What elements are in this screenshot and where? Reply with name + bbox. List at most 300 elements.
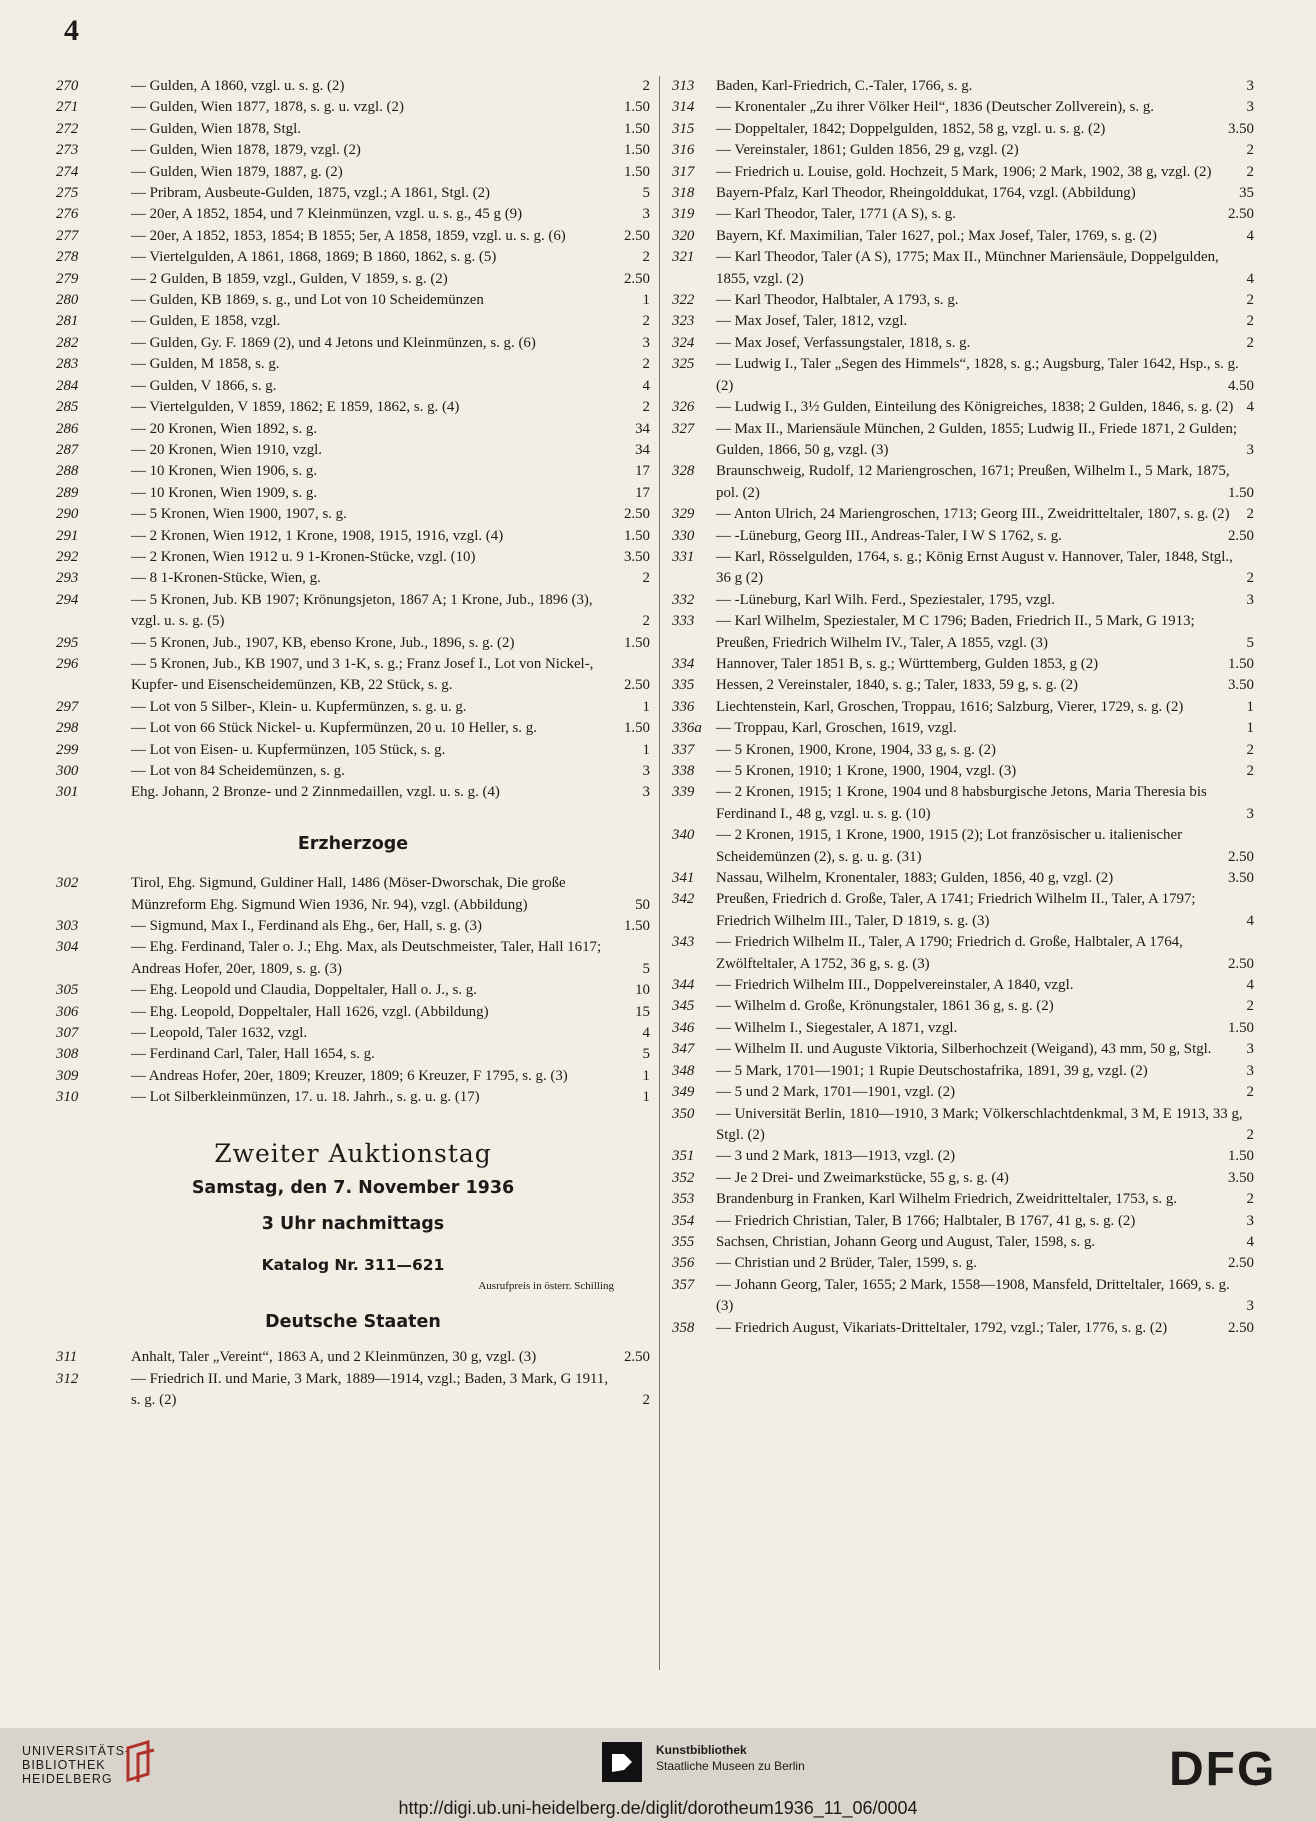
lot-price: 1.50 (1227, 655, 1254, 672)
lot-number: 311 (56, 1349, 78, 1366)
lot-number: 353 (672, 1191, 695, 1208)
lot-description: — Friedrich u. Louise, gold. Hochzeit, 5 Mark, 1906; 2 Mark, 1902, 38 g, vzgl. (2) (716, 163, 1212, 180)
lot-price: 2 (1246, 313, 1254, 330)
ub-line: BIBLIOTHEK (22, 1758, 106, 1772)
lot-number: 305 (56, 982, 79, 999)
lot-number: 296 (56, 655, 79, 672)
lot-number: 325 (672, 356, 695, 373)
catalog-entry (672, 333, 1254, 354)
lot-price: 1.50 (623, 918, 650, 935)
catalog-entry (672, 1318, 1254, 1339)
lot-number: 338 (672, 763, 695, 779)
lot-price: 3 (1246, 1212, 1254, 1229)
lot-price: 2 (1246, 763, 1254, 779)
lot-description: Hannover, Taler 1851 B, s. g.; Württemberg, Gulden 1853, g (2) (716, 655, 1099, 672)
lot-description: — Johann Georg, Taler, 1655; 2 Mark, 1558—1908, Mansfeld, Dritteltaler, 1669, s. g. (3) (716, 1276, 1230, 1315)
lot-price: 4 (1246, 227, 1254, 244)
catalog-entry (56, 568, 650, 589)
catalog-entry (56, 333, 650, 354)
catalog-entry (672, 740, 1254, 761)
lot-description: — Gulden, V 1866, s. g. (131, 377, 277, 394)
lot-description: — Gulden, Wien 1878, Stgl. (131, 120, 301, 137)
lot-description: — Gulden, Wien 1877, 1878, s. g. u. vzgl. (2) (131, 99, 404, 116)
lot-price: 3.50 (1227, 120, 1254, 137)
catalog-entry (56, 1023, 650, 1044)
lot-price: 2 (1246, 741, 1254, 758)
lot-description: — Viertelgulden, V 1859, 1862; E 1859, 1862, s. g. (4) (131, 399, 460, 416)
lot-description: — 10 Kronen, Wien 1906, s. g. (131, 463, 318, 480)
footer-bar (0, 1728, 1316, 1822)
lot-number: 336a (672, 720, 702, 737)
lot-price: 2.50 (623, 270, 650, 287)
lot-description: Tirol, Ehg. Sigmund, Guldiner Hall, 1486 (Möser-Dworschak, Die große Münzreform Ehg. Sigmund Wien 1936, Nr. 94), vzgl. (Abbildung) (131, 875, 566, 913)
catalog-entry (56, 980, 650, 1001)
lot-price: 2 (1246, 163, 1254, 180)
lot-description: — Gulden, A 1860, vzgl. u. s. g. (2) (131, 78, 345, 94)
catalog-entry (672, 1275, 1254, 1318)
catalog-entry (672, 354, 1254, 397)
catalog-entry (56, 376, 650, 397)
catalog-entry (672, 290, 1254, 311)
lot-description: — 5 Kronen, Jub., 1907, KB, ebenso Krone, Jub., 1896, s. g. (2) (131, 634, 515, 651)
lot-description: — Lot von 5 Silber-, Klein- u. Kupfermünzen, s. g. u. g. (131, 698, 467, 715)
lot-number: 336 (672, 698, 695, 715)
catalog-entry (672, 1018, 1254, 1039)
lot-price: 17 (635, 463, 650, 480)
lot-description: — Viertelgulden, A 1861, 1868, 1869; B 1860, 1862, s. g. (5) (131, 249, 497, 266)
lot-price: 3.50 (1227, 1169, 1254, 1186)
lot-number: 346 (672, 1019, 695, 1036)
catalog-entry (672, 119, 1254, 140)
entry-list (672, 76, 1254, 1339)
catalog-entry (56, 183, 650, 204)
lot-description: — Kronentaler „Zu ihrer Völker Heil“, 1836 (Deutscher Zollverein), s. g. (716, 99, 1155, 116)
lot-number: 343 (672, 934, 695, 951)
lot-price: 2 (642, 249, 650, 266)
lot-price: 3 (1246, 1041, 1254, 1058)
lot-description: — Gulden, Wien 1878, 1879, vzgl. (2) (131, 142, 361, 159)
lot-price: 3 (642, 763, 650, 779)
lot-description: — Ferdinand Carl, Taler, Hall 1654, s. g. (131, 1046, 375, 1063)
lot-description: — Karl Theodor, Taler, 1771 (A S), s. g. (716, 206, 956, 223)
lot-number: 281 (56, 313, 79, 330)
lot-number: 303 (56, 918, 79, 935)
catalog-entry (56, 761, 650, 782)
catalog-entry (672, 397, 1254, 418)
lot-number: 333 (672, 613, 695, 630)
catalog-entry (672, 1146, 1254, 1167)
lot-price: 1.50 (623, 527, 650, 544)
lot-price: 1.50 (1227, 1019, 1254, 1036)
lot-price: 3 (1246, 1062, 1254, 1079)
lot-number: 356 (672, 1255, 695, 1272)
lot-price: 4.50 (1227, 377, 1254, 394)
lot-description: — 20er, A 1852, 1853, 1854; B 1855; 5er, A 1858, 1859, vzgl. u. s. g. (6) (131, 227, 566, 244)
lot-price: 3 (1246, 1298, 1254, 1315)
lot-number: 304 (56, 939, 79, 956)
catalog-entry (56, 140, 650, 161)
lot-price: 2.50 (1227, 1319, 1254, 1336)
lot-number: 287 (56, 441, 79, 458)
lot-description: — Max II., Mariensäule München, 2 Gulden, 1855; Ludwig II., Friede 1871, 2 Gulden; Gulden, 1866, 50 g, vzgl. (3) (716, 420, 1238, 458)
lot-number: 329 (672, 506, 695, 523)
lot-description: — Friedrich II. und Marie, 3 Mark, 1889—1914, vzgl.; Baden, 3 Mark, G 1911, s. g. (2) (131, 1370, 609, 1408)
lot-price: 4 (642, 377, 650, 394)
lot-description: — 20 Kronen, Wien 1892, s. g. (131, 420, 318, 437)
ub-heidelberg-label (22, 1744, 130, 1786)
lot-price: 3.50 (1227, 677, 1254, 694)
lot-number: 352 (672, 1169, 695, 1186)
catalog-entry (56, 526, 650, 547)
lot-description: — Friedrich Wilhelm II., Taler, A 1790; Friedrich d. Große, Halbtaler, A 1764, Zwölfteltaler, A 1752, 36 g, s. g. (3) (716, 934, 1183, 972)
catalog-entry (672, 162, 1254, 183)
lot-price: 35 (1239, 185, 1254, 202)
lot-number: 283 (56, 356, 79, 373)
lot-description: — 10 Kronen, Wien 1909, s. g. (131, 484, 318, 501)
ub-line: HEIDELBERG (22, 1772, 113, 1786)
lot-description: — 5 Kronen, Jub. KB 1907; Krönungsjeton, 1867 A; 1 Krone, Jub., 1896 (3), vzgl. u. s. g. (5) (131, 591, 593, 630)
lot-number: 322 (672, 292, 695, 309)
lot-number: 331 (672, 548, 695, 565)
catalog-entry (672, 1211, 1254, 1232)
lot-description: Braunschweig, Rudolf, 12 Mariengroschen, 1671; Preußen, Wilhelm I., 5 Mark, 1875, pol. (2) (716, 463, 1230, 501)
lot-price: 2 (642, 399, 650, 416)
lot-description: — Pribram, Ausbeute-Gulden, 1875, vzgl.; A 1861, Stgl. (2) (131, 185, 491, 202)
lot-description: — Gulden, M 1858, s. g. (131, 356, 280, 373)
ausruf-note: Ausrufpreis in österr. Schilling (478, 1280, 614, 1293)
lot-price: 1.50 (623, 142, 650, 159)
lot-number: 286 (56, 420, 79, 437)
lot-price: 4 (1246, 912, 1254, 929)
catalog-entry (56, 1087, 650, 1108)
lot-description: — Sigmund, Max I., Ferdinand als Ehg., 6er, Hall, s. g. (3) (131, 918, 482, 935)
lot-number: 315 (672, 120, 695, 137)
lot-description: — 3 und 2 Mark, 1813—1913, vzgl. (2) (716, 1148, 956, 1165)
lot-price: 2 (1246, 506, 1254, 523)
catalog-entry (56, 718, 650, 739)
catalog-entry (56, 1044, 650, 1065)
catalog-entry (672, 1232, 1254, 1253)
lot-price: 2 (1246, 998, 1254, 1015)
lot-price: 2 (1246, 1191, 1254, 1208)
catalog-entry (672, 419, 1254, 462)
catalog-entry (56, 916, 650, 937)
catalog-entry (56, 204, 650, 225)
lot-description: Bayern, Kf. Maximilian, Taler 1627, pol.; Max Josef, Taler, 1769, s. g. (2) (716, 227, 1157, 244)
catalog-entry (672, 76, 1254, 97)
lot-number: 324 (672, 334, 695, 351)
lot-price: 1 (642, 292, 650, 309)
lot-number: 337 (672, 741, 695, 758)
lot-number: 299 (56, 741, 79, 758)
lot-price: 1.50 (623, 634, 650, 651)
lot-description: — 20er, A 1852, 1854, und 7 Kleinmünzen, vzgl. u. s. g., 45 g (9) (131, 206, 523, 223)
lot-number: 278 (56, 249, 79, 266)
lot-number: 284 (56, 377, 79, 394)
lot-price: 34 (635, 441, 650, 458)
lot-number: 317 (672, 163, 695, 180)
catalog-entry (672, 461, 1254, 504)
catalog-entry (56, 397, 650, 418)
lot-description: — Lot von 66 Stück Nickel- u. Kupfermünzen, 20 u. 10 Heller, s. g. (131, 720, 537, 737)
lot-price: 2.50 (1227, 527, 1254, 544)
lot-description: Hessen, 2 Vereinstaler, 1840, s. g.; Taler, 1833, 59 g, s. g. (2) (716, 677, 1078, 694)
catalog-entry (672, 675, 1254, 696)
lot-number: 319 (672, 206, 695, 223)
lot-description: — Lot von Eisen- u. Kupfermünzen, 105 Stück, s. g. (131, 741, 446, 758)
lot-price: 1.50 (1227, 1148, 1254, 1165)
catalog-entry (672, 590, 1254, 611)
lot-number: 291 (56, 527, 79, 544)
catalog-entry (672, 97, 1254, 118)
lot-price: 2.50 (623, 677, 650, 694)
lot-price: 1.50 (1227, 484, 1254, 501)
lot-number: 307 (56, 1025, 79, 1042)
catalog-entry (672, 140, 1254, 161)
lot-number: 293 (56, 570, 79, 587)
lot-description: — Friedrich Christian, Taler, B 1766; Halbtaler, B 1767, 41 g, s. g. (2) (716, 1212, 1136, 1229)
lot-description: Nassau, Wilhelm, Kronentaler, 1883; Gulden, 1856, 40 g, vzgl. (2) (716, 870, 1114, 887)
lot-number: 295 (56, 634, 79, 651)
lot-description: Baden, Karl-Friedrich, C.-Taler, 1766, s. g. (716, 78, 973, 94)
lot-number: 282 (56, 334, 79, 351)
catalog-entry (56, 247, 650, 268)
dfg-logo: DFG (1169, 1743, 1277, 1796)
catalog-entry (672, 718, 1254, 739)
lot-description: — 5 Kronen, 1910; 1 Krone, 1900, 1904, vzgl. (3) (716, 763, 1017, 779)
lot-description: — Doppeltaler, 1842; Doppelgulden, 1852, 58 g, vzgl. u. s. g. (2) (716, 120, 1106, 137)
lot-price: 3 (1246, 441, 1254, 458)
catalog-entry (56, 504, 650, 525)
lot-number: 310 (56, 1089, 79, 1106)
lot-description: — Ehg. Leopold, Doppeltaler, Hall 1626, vzgl. (Abbildung) (131, 1003, 489, 1020)
catalog-entry (672, 1082, 1254, 1103)
catalog-entry (56, 740, 650, 761)
catalog-entry (56, 97, 650, 118)
lot-description: — Lot Silberkleinmünzen, 17. u. 18. Jahrh., s. g. u. g. (17) (131, 1089, 480, 1106)
lot-description: Ehg. Johann, 2 Bronze- und 2 Zinnmedaillen, vzgl. u. s. g. (4) (131, 784, 500, 801)
lot-price: 2 (642, 570, 650, 587)
lot-description: Anhalt, Taler „Vereint“, 1863 A, und 2 Kleinmünzen, 30 g, vzgl. (3) (131, 1349, 537, 1366)
lot-price: 1 (642, 698, 650, 715)
ub-line: UNIVERSITÄTS- (22, 1744, 131, 1758)
kb-subtitle: Staatliche Museen zu Berlin (656, 1759, 805, 1773)
lot-number: 309 (56, 1067, 79, 1084)
lot-description: Preußen, Friedrich d. Große, Taler, A 1741; Friedrich Wilhelm II., Taler, A 1797; Friedrich Wilhelm III., Taler, D 1819, s. g. (3) (716, 891, 1196, 929)
lot-number: 301 (56, 784, 79, 801)
catalog-entry (56, 633, 650, 654)
lot-description: — 8 1-Kronen-Stücke, Wien, g. (131, 570, 321, 587)
page-number: 4 (64, 14, 79, 47)
lot-price: 17 (635, 484, 650, 501)
lot-number: 326 (672, 399, 695, 416)
lot-number: 275 (56, 185, 79, 202)
lot-description: — -Lüneburg, Karl Wilh. Ferd., Speziestaler, 1795, vzgl. (716, 591, 1056, 608)
section-heading-erzherzoge: Erzherzoge (297, 833, 409, 854)
lot-number: 274 (56, 163, 79, 180)
lot-price: 5 (642, 1046, 650, 1063)
lot-price: 3 (1246, 78, 1254, 94)
kunstbibliothek-label (656, 1742, 805, 1774)
lot-description: — 5 Kronen, Wien 1900, 1907, s. g. (131, 506, 347, 523)
lot-description: — Wilhelm I., Siegestaler, A 1871, vzgl. (716, 1019, 958, 1036)
catalog-entry (672, 975, 1254, 996)
lot-price: 2.50 (1227, 206, 1254, 223)
catalog-entry (56, 937, 650, 980)
catalog-entry (672, 1104, 1254, 1147)
lot-number: 349 (672, 1084, 695, 1101)
lot-price: 2 (1246, 570, 1254, 587)
lot-description: — Ehg. Ferdinand, Taler o. J.; Ehg. Max, als Deutschmeister, Taler, Hall 1617; Andreas Hofer, 20er, 1809, s. g. (3) (131, 939, 602, 977)
right-column (672, 76, 1254, 1339)
lot-description: — Gulden, KB 1869, s. g., und Lot von 10 Scheidemünzen (131, 292, 484, 309)
lot-number: 357 (672, 1276, 695, 1293)
lot-price: 2 (1246, 292, 1254, 309)
lot-price: 34 (635, 420, 650, 437)
lot-description: Bayern-Pfalz, Karl Theodor, Rheingolddukat, 1764, vzgl. (Abbildung) (716, 185, 1136, 202)
lot-price: 5 (642, 960, 650, 977)
lot-description: Sachsen, Christian, Johann Georg und August, Taler, 1598, s. g. (716, 1233, 1096, 1250)
lot-number: 348 (672, 1062, 695, 1079)
lot-number: 272 (56, 120, 79, 137)
catalog-entry (56, 873, 650, 916)
lot-number: 289 (56, 484, 79, 501)
lot-price: 1 (642, 741, 650, 758)
catalog-entry (672, 204, 1254, 225)
lot-description: — Leopold, Taler 1632, vzgl. (131, 1025, 308, 1042)
catalog-entry (672, 889, 1254, 932)
section-heading-deutsche-staaten: Deutsche Staaten (265, 1311, 441, 1332)
lot-description: Brandenburg in Franken, Karl Wilhelm Friedrich, Zweidritteltaler, 1753, s. g. (716, 1191, 1177, 1208)
lot-price: 3 (642, 784, 650, 801)
lot-price: 1 (1246, 720, 1254, 737)
lot-number: 320 (672, 227, 695, 244)
lot-price: 1 (1246, 698, 1254, 715)
catalog-entry (56, 1369, 650, 1412)
lot-price: 2.50 (623, 506, 650, 523)
catalog-entry (672, 996, 1254, 1017)
ub-logo-icon (124, 1740, 158, 1784)
catalog-entry (672, 247, 1254, 290)
lot-price: 2 (642, 313, 650, 330)
lot-number: 300 (56, 763, 79, 779)
lot-description: — Ludwig I., Taler „Segen des Himmels“, 1828, s. g.; Augsburg, Taler 1642, Hsp., s. g. (2) (716, 356, 1239, 394)
lot-price: 4 (642, 1025, 650, 1042)
lot-price: 15 (635, 1003, 650, 1020)
lot-price: 3 (642, 334, 650, 351)
source-url[interactable]: http://digi.ub.uni-heidelberg.de/diglit/dorotheum1936_11_06/0004 (398, 1798, 918, 1818)
lot-price: 4 (1246, 1233, 1254, 1250)
catalog-entry (56, 162, 650, 183)
lot-number: 313 (672, 78, 695, 94)
lot-description: — Anton Ulrich, 24 Mariengroschen, 1713; Georg III., Zweidritteltaler, 1807, s. g. (2) (716, 506, 1230, 523)
lot-price: 2.50 (1227, 1255, 1254, 1272)
lot-description: — 2 Kronen, 1915; 1 Krone, 1904 und 8 habsburgische Jetons, Maria Theresia bis Ferdinand I., 48 g, vzgl. u. s. g. (10) (716, 784, 1207, 822)
lot-description: — Max Josef, Verfassungstaler, 1818, s. g. (716, 334, 971, 351)
lot-number: 306 (56, 1003, 79, 1020)
lot-number: 288 (56, 463, 79, 480)
catalog-entry (672, 932, 1254, 975)
lot-number: 332 (672, 591, 695, 608)
catalog-entry (672, 654, 1254, 675)
lot-price: 3.50 (623, 548, 650, 565)
lot-number: 354 (672, 1212, 695, 1229)
catalog-entry (672, 1168, 1254, 1189)
lot-number: 318 (672, 185, 695, 202)
catalog-entry (672, 782, 1254, 825)
lot-description: — 2 Kronen, Wien 1912, 1 Krone, 1908, 1915, 1916, vzgl. (4) (131, 527, 504, 544)
lot-description: — Universität Berlin, 1810—1910, 3 Mark; Völkerschlachtdenkmal, 3 M, E 1913, 33 g, Stgl. (2) (716, 1105, 1243, 1143)
lot-number: 279 (56, 270, 79, 287)
lot-number: 273 (56, 142, 79, 159)
catalog-entry (672, 183, 1254, 204)
lot-price: 3.50 (1227, 870, 1254, 887)
catalog-entry (672, 868, 1254, 889)
catalog-entry (56, 440, 650, 461)
catalog-entry (56, 311, 650, 332)
catalog-entry (56, 226, 650, 247)
lot-description: — Vereinstaler, 1861; Gulden 1856, 29 g, vzgl. (2) (716, 142, 1019, 159)
lot-number: 355 (672, 1233, 695, 1250)
lot-price: 1 (642, 1067, 650, 1084)
lot-price: 3 (642, 206, 650, 223)
catalog-entry (56, 76, 650, 97)
lot-price: 2.50 (1227, 848, 1254, 865)
lot-description: — Friedrich August, Vikariats-Dritteltaler, 1792, vzgl.; Taler, 1776, s. g. (2) (716, 1319, 1168, 1336)
lot-description: — 2 Kronen, Wien 1912 u. 9 1-Kronen-Stücke, vzgl. (10) (131, 548, 476, 565)
lot-description: — 5 Kronen, Jub., KB 1907, und 3 1-K, s. g.; Franz Josef I., Lot von Nickel-, Kupfer- und Eisenscheidemünzen, KB, 22 Stück, s. g. (131, 655, 594, 694)
catalog-entry (672, 311, 1254, 332)
lot-description: — 2 Kronen, 1915, 1 Krone, 1900, 1915 (2); Lot französischer u. italienischer Scheidemünzen (2), s. g. u. g. (31) (716, 827, 1183, 865)
lot-price: 2.50 (623, 1349, 650, 1366)
lot-description: — Je 2 Drei- und Zweimarkstücke, 55 g, s. g. (4) (716, 1169, 1009, 1186)
lot-price: 2 (1246, 142, 1254, 159)
lot-description: — Christian und 2 Brüder, Taler, 1599, s. g. (716, 1255, 977, 1272)
lot-number: 276 (56, 206, 79, 223)
lot-description: — -Lüneburg, Georg III., Andreas-Taler, I W S 1762, s. g. (716, 527, 1062, 544)
catalog-entry (56, 1066, 650, 1087)
catalog-entry (672, 761, 1254, 782)
lot-price: 5 (642, 185, 650, 202)
lot-description: — 2 Gulden, B 1859, vzgl., Gulden, V 1859, s. g. (2) (131, 270, 448, 287)
lot-description: — Karl Theodor, Taler (A S), 1775; Max II., Münchner Mariensäule, Doppelgulden, 1855, vzgl. (2) (716, 249, 1219, 287)
catalog-entry (56, 290, 650, 311)
lot-description: — 20 Kronen, Wien 1910, vzgl. (131, 441, 323, 458)
catalog-entry (672, 1253, 1254, 1274)
lot-number: 308 (56, 1046, 79, 1063)
column-divider (659, 76, 660, 1670)
entry-list (56, 873, 650, 1108)
lot-number: 294 (56, 591, 79, 608)
lot-number: 270 (56, 78, 79, 94)
catalog-entry (56, 1347, 650, 1368)
lot-number: 321 (672, 249, 695, 266)
catalog-entry (56, 354, 650, 375)
lot-description: — 5 und 2 Mark, 1701—1901, vzgl. (2) (716, 1084, 956, 1101)
lot-number: 292 (56, 548, 79, 565)
lot-number: 290 (56, 506, 79, 523)
lot-number: 280 (56, 292, 79, 309)
lot-number: 345 (672, 998, 695, 1015)
lot-number: 297 (56, 698, 79, 715)
lot-description: — Andreas Hofer, 20er, 1809; Kreuzer, 1809; 6 Kreuzer, F 1795, s. g. (3) (131, 1067, 568, 1084)
lot-price: 3 (1246, 805, 1254, 822)
lot-number: 341 (672, 870, 695, 887)
catalog-entry (56, 461, 650, 482)
time-line: 3 Uhr nachmittags (261, 1213, 445, 1234)
lot-description: — Gulden, Wien 1879, 1887, g. (2) (131, 163, 343, 180)
lot-price: 1.50 (623, 720, 650, 737)
